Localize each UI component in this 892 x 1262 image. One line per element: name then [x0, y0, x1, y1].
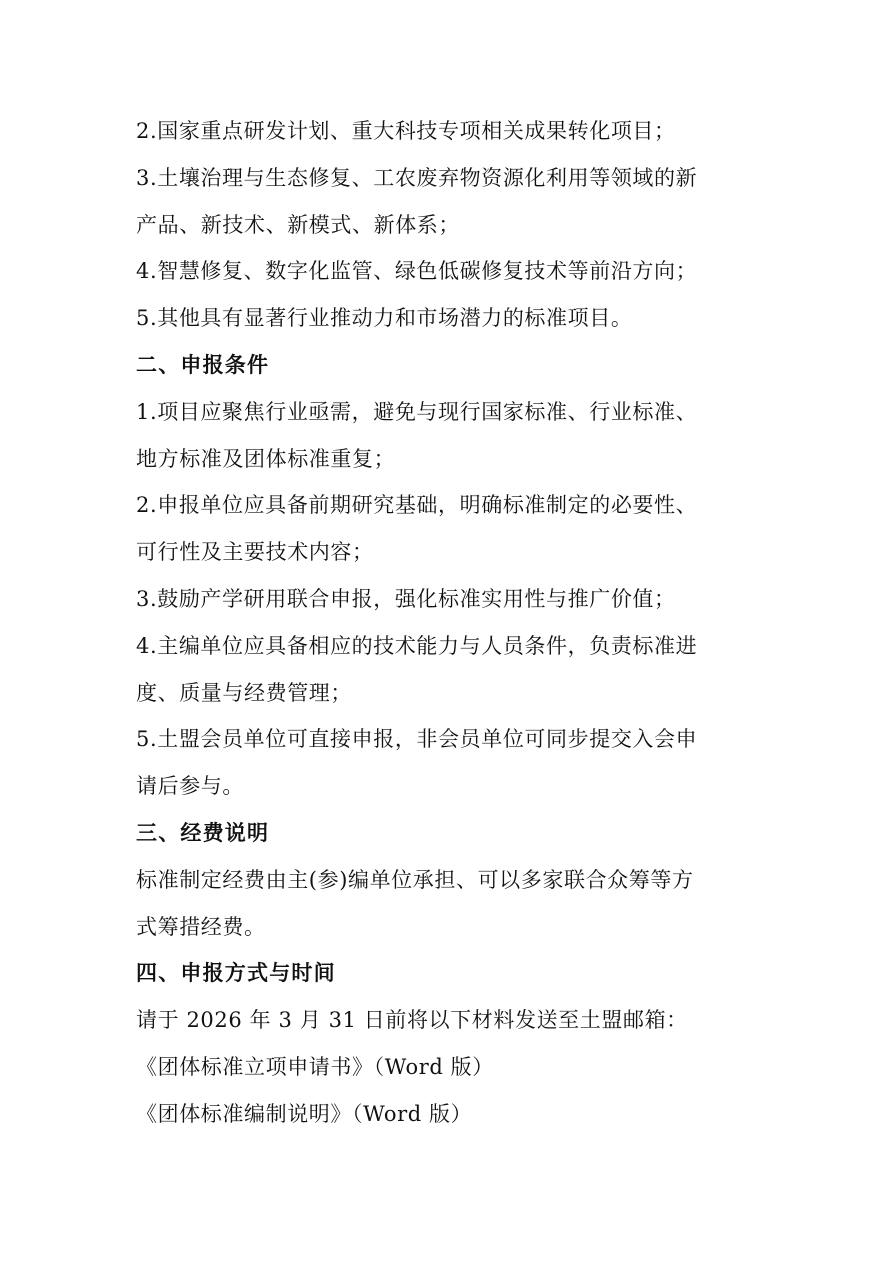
material-item: 《团体标准编制说明》（Word 版）: [136, 1101, 473, 1126]
list-item: 1.项目应聚焦行业亟需，避免与现行国家标准、行业标准、: [136, 399, 698, 424]
paragraph-line: 式筹措经费。: [136, 914, 266, 939]
section-heading: 四、申报方式与时间: [136, 961, 336, 986]
list-item-continuation: 请后参与。: [136, 774, 244, 799]
material-item: 《团体标准立项申请书》（Word 版）: [136, 1054, 494, 1079]
paragraph-line: 标准制定经费由主(参)编单位承担、可以多家联合众筹等方: [136, 867, 694, 892]
list-item: 2.申报单位应具备前期研究基础，明确标准制定的必要性、: [136, 493, 698, 518]
list-item-continuation: 可行性及主要技术内容；: [136, 540, 374, 565]
list-item: 2.国家重点研发计划、重大科技专项相关成果转化项目；: [136, 119, 676, 143]
list-item-continuation: 产品、新技术、新模式、新体系；: [136, 212, 460, 237]
list-item: 4.智慧修复、数字化监管、绿色低碳修复技术等前沿方向；: [136, 259, 698, 284]
list-item: 4.主编单位应具备相应的技术能力与人员条件，负责标准进: [136, 633, 698, 658]
list-item-continuation: 度、质量与经费管理；: [136, 680, 352, 705]
list-item: 3.鼓励产学研用联合申报，强化标准实用性与推广价值；: [136, 586, 676, 611]
section-heading: 三、经费说明: [136, 820, 270, 845]
list-item: 5.土盟会员单位可直接申报，非会员单位可同步提交入会申: [136, 727, 698, 752]
list-item-continuation: 地方标准及团体标准重复；: [136, 446, 396, 471]
paragraph-line: 请于 2026 年 3 月 31 日前将以下材料发送至土盟邮箱：: [136, 1008, 688, 1033]
document-body: [136, 108, 776, 1138]
section-heading: 二、申报条件: [136, 352, 270, 377]
list-item: 3.土壤治理与生态修复、工农废弃物资源化利用等领域的新: [136, 165, 698, 190]
list-item: 5.其他具有显著行业推动力和市场潜力的标准项目。: [136, 306, 633, 331]
